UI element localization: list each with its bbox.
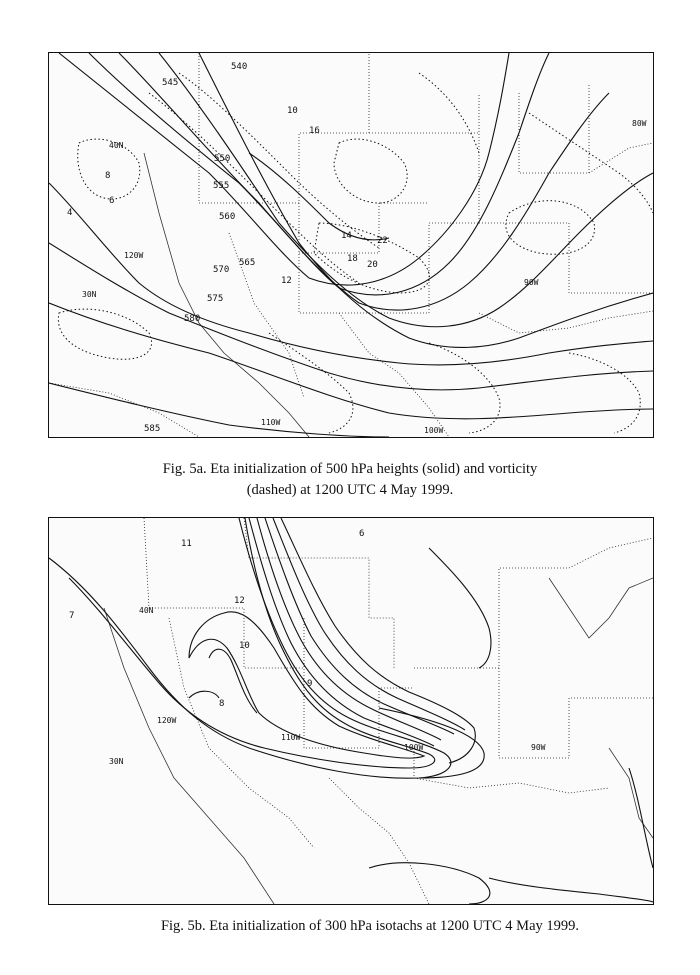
grid-label-30n: 30N [109,757,124,766]
vort-label-12: 12 [281,276,292,286]
figure-5b-caption: Fig. 5b. Eta initialization of 300 hPa isotachs at 1200 UTC 4 May 1999. [160,918,580,934]
grid-label-40n: 40N [109,141,124,150]
grid-label-80w: 80W [632,119,647,128]
isotach-label-6: 6 [359,529,365,539]
map-300hpa-isotachs [48,517,654,905]
vort-label-18: 18 [347,254,358,264]
vort-label-6: 6 [109,196,115,206]
map-500hpa-heights-vorticity [48,52,654,438]
isotach-label-8: 8 [219,699,225,709]
isotach-label-12: 12 [234,596,245,606]
height-label-570: 570 [213,265,230,275]
vort-label-14: 14 [341,231,352,241]
grid-label-40n: 40N [139,606,154,615]
map-a-value-labels [67,62,388,434]
figure-5a-caption-line1: Fig. 5a. Eta initialization of 500 hPa heights (solid) and vorticity [162,461,538,477]
grid-label-120w: 120W [124,251,144,260]
map-b-borders [104,518,653,904]
grid-label-110w: 110W [261,418,281,427]
isotach-label-7: 7 [69,611,75,621]
map-b-grid-labels [109,606,546,766]
isotach-label-9: 9 [307,679,313,689]
figure-5a-caption [110,459,590,501]
height-label-540: 540 [231,62,248,72]
map-b-isotach-contours [49,518,653,904]
height-label-585: 585 [144,424,161,434]
isotach-label-11: 11 [181,539,192,549]
vort-label-20: 20 [367,260,378,270]
vort-label-10: 10 [287,106,298,116]
map-a-vorticity-contours [58,73,653,433]
map-a-grid-labels [82,119,647,435]
grid-label-30n: 30N [82,290,97,299]
vort-label-22: 22 [377,236,388,246]
grid-label-90w: 90W [531,743,546,752]
vort-label-16: 16 [309,126,320,136]
height-label-565: 565 [239,258,256,268]
grid-label-110w: 110W [281,733,301,742]
map-b-value-labels [69,529,364,709]
vort-label-8: 8 [105,171,111,181]
height-label-575: 575 [207,294,224,304]
grid-label-120w: 120W [157,716,177,725]
height-label-560: 560 [219,212,236,222]
height-label-580: 580 [184,314,201,324]
map-a-graphic [49,53,653,437]
grid-label-90w: 90W [524,278,539,287]
isotach-label-10: 10 [239,641,250,651]
figure-5a-caption-line2: (dashed) at 1200 UTC 4 May 1999. [246,482,454,498]
height-label-545: 545 [162,78,179,88]
grid-label-100w: 100W [404,743,424,752]
map-b-graphic [49,518,653,904]
height-label-555: 555 [213,181,230,191]
height-label-550: 550 [214,154,231,164]
grid-label-100w: 100W [424,426,444,435]
vort-label-4: 4 [67,208,73,218]
map-a-height-contours [49,53,653,437]
